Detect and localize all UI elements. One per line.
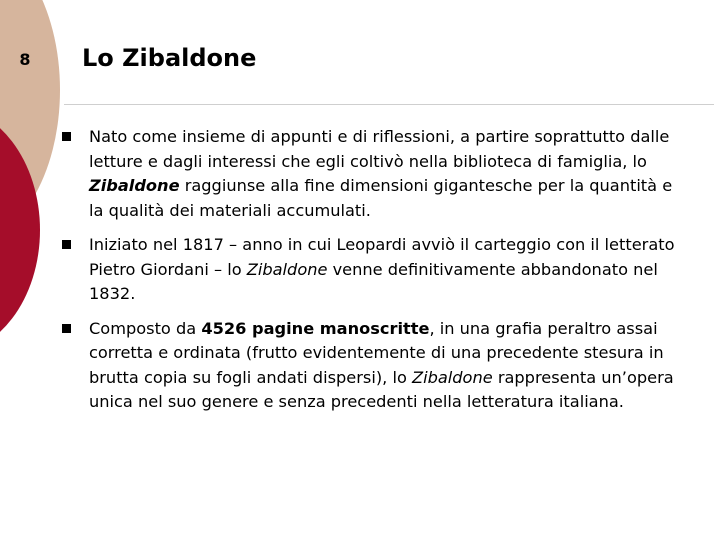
italic-run: Zibaldone [412,367,493,387]
text-run: , in una grafia peraltro assai corretta e ordinata (frutto evidentemente di una precedente stesura in brutta copia su fogli andati dispersi), lo [89,318,664,387]
bullet-list [62,125,682,425]
bullet-text [89,127,672,220]
bold-run: 4526 pagine manoscritte [201,318,430,338]
slide-number: 8 [19,50,31,69]
text-run: venne definitivamente abbandonato nel 1832. [89,259,658,303]
italic-run: Zibaldone [246,259,328,279]
bullet-item [62,125,682,223]
bullet-square-icon [62,132,71,141]
text-run: Composto da [89,318,202,338]
bullet-item [62,317,682,415]
title-divider [64,104,714,105]
text-run: rappresenta un’opera unica nel suo genere e senza precedenti nella letteratura italiana. [89,367,674,411]
bullet-item [62,233,682,307]
slide-title: Lo Zibaldone [82,44,257,72]
emphasis-run: Zibaldone [89,176,180,195]
bullet-text [89,319,674,412]
text-run: Iniziato nel 1817 – anno in cui Leopardi avviò il carteggio con il letterato Pietro Giordani – lo [89,235,675,279]
text-run: Nato come insieme di appunti e di riflessioni, a partire soprattutto dalle letture e dagli interessi che egli coltivò nella biblioteca di famiglia, lo [89,127,670,171]
bullet-square-icon [62,240,71,249]
text-run: raggiunse alla fine dimensioni gigantesche per la quantità e la qualità dei materiali accumulati. [89,176,673,220]
bullet-text [89,235,674,303]
bullet-square-icon [62,324,71,333]
